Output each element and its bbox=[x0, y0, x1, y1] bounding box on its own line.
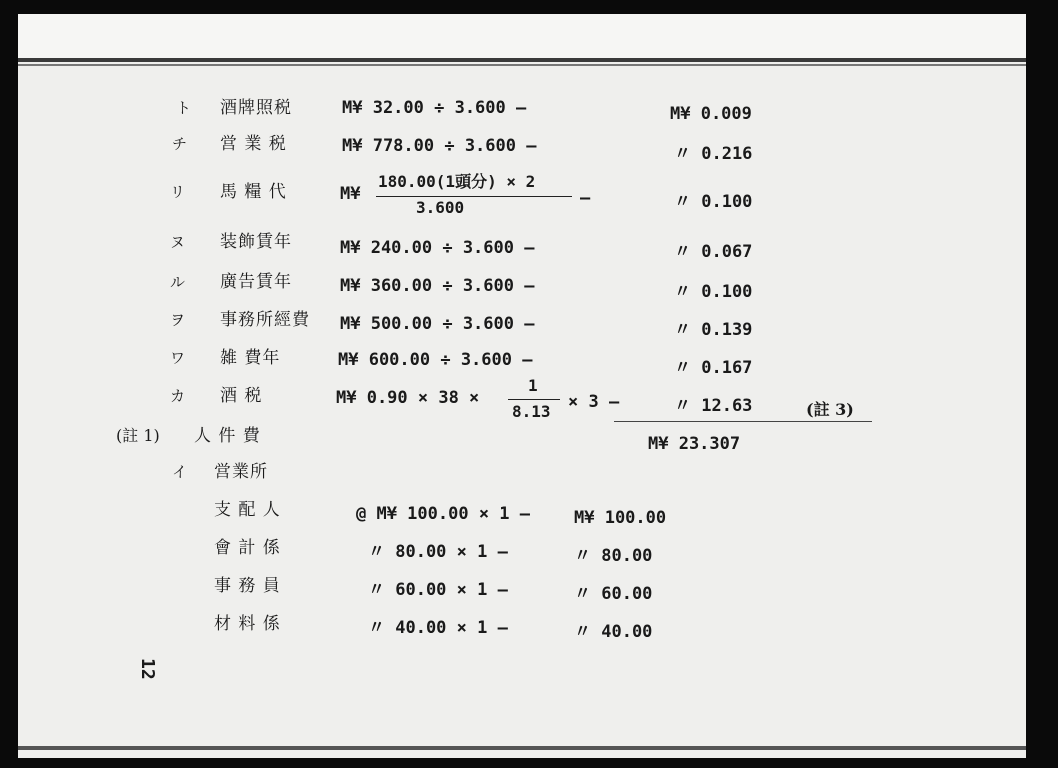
row-result: 〃 0.167 bbox=[674, 358, 753, 378]
fraction-prefix: M¥ bbox=[340, 184, 361, 204]
row-label: 馬 糧 代 bbox=[220, 182, 287, 202]
subsection-kana: イ bbox=[172, 463, 188, 481]
staff-rate: 〃 40.00 × 1 — bbox=[368, 618, 508, 638]
row-kana: ヲ bbox=[170, 311, 186, 329]
row-formula: M¥ 32.00 ÷ 3.600 — bbox=[342, 98, 527, 118]
row-kana: ヌ bbox=[170, 233, 186, 251]
total-rule bbox=[614, 421, 872, 422]
row-kana: カ bbox=[170, 387, 186, 405]
row-formula: M¥ 240.00 ÷ 3.600 — bbox=[340, 238, 535, 258]
row-result: 〃 0.139 bbox=[674, 320, 753, 340]
row-label: 酒 税 bbox=[220, 386, 263, 406]
document-page bbox=[18, 14, 1026, 758]
staff-amount: 〃 40.00 bbox=[574, 622, 653, 642]
row-label: 営 業 税 bbox=[220, 134, 287, 154]
staff-label: 支 配 人 bbox=[214, 500, 281, 520]
fraction-suffix: — bbox=[580, 188, 591, 208]
section-title: 人 件 費 bbox=[194, 426, 261, 446]
page-bottom-edge bbox=[18, 746, 1026, 750]
row-result: 〃 12.63 bbox=[674, 396, 753, 416]
row-formula: M¥ 778.00 ÷ 3.600 — bbox=[342, 136, 537, 156]
row-result: 〃 0.067 bbox=[674, 242, 753, 262]
staff-label: 材 料 係 bbox=[214, 614, 281, 634]
row-label: 装飾賃年 bbox=[220, 232, 292, 252]
section-marker: (註 1) bbox=[116, 426, 160, 445]
fraction-bar bbox=[508, 399, 560, 400]
row-kana: チ bbox=[172, 135, 188, 153]
page-number: 12 bbox=[137, 658, 158, 680]
row-kana: ト bbox=[176, 99, 192, 117]
row-kana: リ bbox=[170, 183, 186, 201]
row-formula: M¥ 600.00 ÷ 3.600 — bbox=[338, 350, 533, 370]
page-fold-strip bbox=[18, 14, 1026, 62]
row-label: 事務所經費 bbox=[220, 310, 310, 330]
fraction-denominator: 8.13 bbox=[512, 402, 551, 421]
subsection-title: 営業所 bbox=[214, 462, 268, 482]
staff-rate: 〃 60.00 × 1 — bbox=[368, 580, 508, 600]
fraction-denominator: 3.600 bbox=[416, 198, 465, 217]
staff-amount: 〃 80.00 bbox=[574, 546, 653, 566]
fraction-bar bbox=[376, 196, 572, 197]
row-formula: M¥ 500.00 ÷ 3.600 — bbox=[340, 314, 535, 334]
total-amount: M¥ 23.307 bbox=[648, 434, 741, 454]
staff-amount: M¥ 100.00 bbox=[574, 508, 667, 528]
row-label: 廣告賃年 bbox=[220, 272, 292, 292]
fraction-prefix: M¥ 0.90 × 38 × bbox=[336, 388, 480, 408]
row-formula: M¥ 360.00 ÷ 3.600 — bbox=[340, 276, 535, 296]
row-kana: ル bbox=[170, 273, 186, 291]
fraction-suffix: × 3 — bbox=[568, 392, 620, 412]
row-result: M¥ 0.009 bbox=[670, 104, 752, 124]
row-result: 〃 0.216 bbox=[674, 144, 753, 164]
row-result: 〃 0.100 bbox=[674, 192, 753, 212]
staff-label: 會 計 係 bbox=[214, 538, 281, 558]
staff-rate: 〃 80.00 × 1 — bbox=[368, 542, 508, 562]
page-fold-line bbox=[18, 64, 1026, 66]
staff-amount: 〃 60.00 bbox=[574, 584, 653, 604]
staff-label: 事 務 員 bbox=[214, 576, 281, 596]
row-label: 酒牌照税 bbox=[220, 98, 292, 118]
row-result: 〃 0.100 bbox=[674, 282, 753, 302]
note-reference: (註 3) bbox=[806, 400, 854, 419]
row-kana: ワ bbox=[170, 349, 186, 367]
fraction-numerator: 1 bbox=[528, 376, 538, 395]
row-label: 雑 費年 bbox=[220, 348, 281, 368]
fraction-numerator: 180.00(1頭分) × 2 bbox=[378, 172, 536, 191]
staff-rate: @ M¥ 100.00 × 1 — bbox=[356, 504, 530, 524]
